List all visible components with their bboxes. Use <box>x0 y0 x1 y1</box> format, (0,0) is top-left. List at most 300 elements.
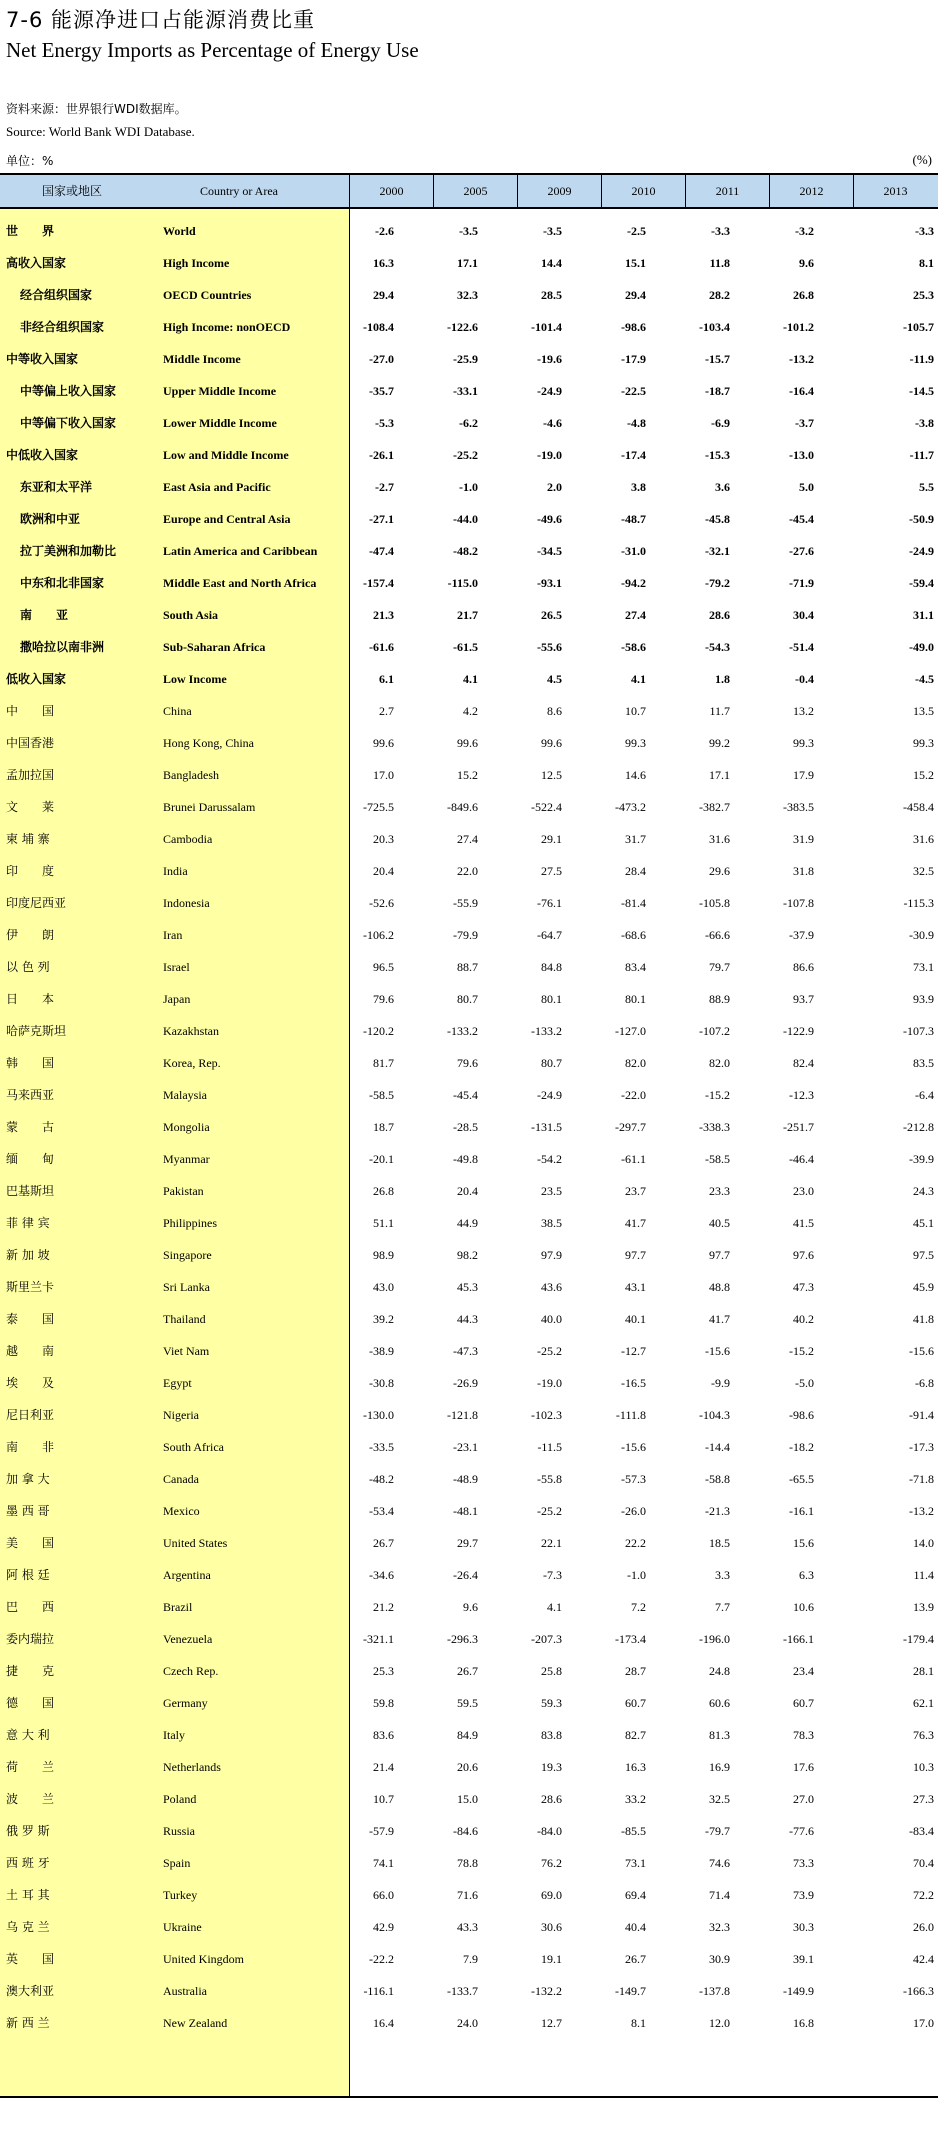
row-country-english: Mexico <box>163 1504 200 1518</box>
row-value-2011: 23.3 <box>709 1184 730 1198</box>
row-value-2011: -21.3 <box>705 1504 730 1518</box>
row-value-2010: -31.0 <box>621 544 646 558</box>
row-value-2005: 15.2 <box>457 768 478 782</box>
row-country-english: Philippines <box>163 1216 218 1230</box>
row-country-chinese: 南 亚 <box>20 608 69 622</box>
row-country-english: Poland <box>163 1792 197 1806</box>
row-value-2005: 17.1 <box>457 256 478 270</box>
row-value-2005: -48.2 <box>453 544 478 558</box>
row-country-english: High Income: nonOECD <box>163 320 291 334</box>
row-value-2005: 84.9 <box>457 1728 478 1742</box>
row-value-2009: 76.2 <box>541 1856 562 1870</box>
table-row <box>0 1367 938 1399</box>
row-value-2000: 21.3 <box>373 608 394 622</box>
row-value-2012: -166.1 <box>783 1632 814 1646</box>
row-value-2012: -16.4 <box>789 384 814 398</box>
row-value-2009: 25.8 <box>541 1664 562 1678</box>
source-note-english: Source: World Bank WDI Database. <box>6 124 195 139</box>
row-value-2005: 80.7 <box>457 992 478 1006</box>
row-value-2009: 28.6 <box>541 1792 562 1806</box>
row-value-2000: -35.7 <box>369 384 394 398</box>
row-value-2011: -54.3 <box>705 640 730 654</box>
row-value-2011: 79.7 <box>709 960 730 974</box>
row-country-chinese: 中国香港 <box>6 736 55 750</box>
row-country-chinese: 孟加拉国 <box>6 768 55 782</box>
row-value-2011: 71.4 <box>709 1888 730 1902</box>
row-value-2009: 59.3 <box>541 1696 562 1710</box>
row-value-2010: 14.6 <box>625 768 646 782</box>
row-value-2011: -15.6 <box>705 1344 730 1358</box>
row-value-2000: -2.6 <box>375 224 394 238</box>
row-country-chinese: 土 耳 其 <box>6 1888 50 1902</box>
table-row <box>0 1207 938 1239</box>
row-value-2000: 20.4 <box>373 864 394 878</box>
row-value-2000: 42.9 <box>373 1920 394 1934</box>
row-value-2011: 11.8 <box>709 256 730 270</box>
row-value-2000: -58.5 <box>369 1088 394 1102</box>
row-value-2010: -4.8 <box>627 416 646 430</box>
row-value-2010: -22.5 <box>621 384 646 398</box>
row-value-2012: -15.2 <box>789 1344 814 1358</box>
table-row <box>0 1655 938 1687</box>
row-value-2005: -849.6 <box>447 800 478 814</box>
row-value-2000: -53.4 <box>369 1504 394 1518</box>
row-country-chinese: 低收入国家 <box>6 672 67 686</box>
row-value-2000: -5.3 <box>375 416 394 430</box>
row-value-2009: 29.1 <box>541 832 562 846</box>
table-row <box>0 1943 938 1975</box>
row-value-2010: 28.7 <box>625 1664 646 1678</box>
row-value-2000: 29.4 <box>373 288 394 302</box>
row-country-chinese: 波 兰 <box>6 1792 55 1806</box>
row-value-2011: 88.9 <box>709 992 730 1006</box>
row-value-2000: -47.4 <box>369 544 394 558</box>
row-value-2009: 14.4 <box>541 256 562 270</box>
row-value-2011: -66.6 <box>705 928 730 942</box>
row-value-2013: -458.4 <box>903 800 934 814</box>
row-value-2013: -6.4 <box>915 1088 934 1102</box>
row-value-2000: 21.4 <box>373 1760 394 1774</box>
row-value-2000: 17.0 <box>373 768 394 782</box>
table-row <box>0 1591 938 1623</box>
row-value-2010: 31.7 <box>625 832 646 846</box>
table-row <box>0 695 938 727</box>
row-country-chinese: 缅 甸 <box>6 1152 55 1166</box>
row-country-chinese: 欧洲和中亚 <box>20 512 81 526</box>
row-value-2005: 7.9 <box>463 1952 478 1966</box>
row-value-2011: -32.1 <box>705 544 730 558</box>
row-value-2010: 8.1 <box>631 2016 646 2030</box>
row-country-english: Singapore <box>163 1248 212 1262</box>
row-value-2013: -39.9 <box>909 1152 934 1166</box>
row-value-2005: 29.7 <box>457 1536 478 1550</box>
row-value-2009: 30.6 <box>541 1920 562 1934</box>
row-value-2009: 26.5 <box>541 608 562 622</box>
row-value-2011: 11.7 <box>709 704 730 718</box>
row-value-2000: -61.6 <box>369 640 394 654</box>
header-year: 2011 <box>685 175 769 207</box>
row-value-2005: 20.6 <box>457 1760 478 1774</box>
row-value-2009: 80.1 <box>541 992 562 1006</box>
row-country-chinese: 中 国 <box>6 704 55 718</box>
header-year: 2005 <box>433 175 517 207</box>
row-value-2010: -16.5 <box>621 1376 646 1390</box>
row-value-2013: -15.6 <box>909 1344 934 1358</box>
row-value-2009: 2.0 <box>547 480 562 494</box>
row-value-2009: -54.2 <box>537 1152 562 1166</box>
header-year: 2009 <box>517 175 601 207</box>
table-row <box>0 919 938 951</box>
row-value-2012: -101.2 <box>783 320 814 334</box>
row-value-2000: 59.8 <box>373 1696 394 1710</box>
row-country-english: Low Income <box>163 672 227 686</box>
row-value-2009: 69.0 <box>541 1888 562 1902</box>
row-value-2012: -71.9 <box>789 576 814 590</box>
row-value-2009: 4.1 <box>547 1600 562 1614</box>
row-value-2010: -127.0 <box>615 1024 646 1038</box>
row-country-english: United Kingdom <box>163 1952 244 1966</box>
row-value-2009: -7.3 <box>543 1568 562 1582</box>
row-value-2009: 99.6 <box>541 736 562 750</box>
row-country-english: Kazakhstan <box>163 1024 219 1038</box>
table-row <box>0 1079 938 1111</box>
row-value-2013: 45.1 <box>913 1216 934 1230</box>
row-value-2000: -34.6 <box>369 1568 394 1582</box>
row-value-2009: -101.4 <box>531 320 562 334</box>
row-value-2010: 4.1 <box>631 672 646 686</box>
row-value-2011: 74.6 <box>709 1856 730 1870</box>
header-year: 2013 <box>853 175 937 207</box>
row-value-2005: -3.5 <box>459 224 478 238</box>
row-value-2013: 13.5 <box>913 704 934 718</box>
row-value-2010: 23.7 <box>625 1184 646 1198</box>
row-value-2012: -51.4 <box>789 640 814 654</box>
row-value-2009: 97.9 <box>541 1248 562 1262</box>
row-value-2013: -166.3 <box>903 1984 934 1998</box>
row-country-chinese: 菲 律 宾 <box>6 1216 50 1230</box>
table-row <box>0 2007 938 2039</box>
row-value-2013: 32.5 <box>913 864 934 878</box>
row-value-2012: -251.7 <box>783 1120 814 1134</box>
row-value-2012: -5.0 <box>795 1376 814 1390</box>
table-row <box>0 1527 938 1559</box>
row-value-2011: 31.6 <box>709 832 730 846</box>
row-value-2012: 9.6 <box>799 256 814 270</box>
row-value-2011: 3.6 <box>715 480 730 494</box>
row-value-2012: 78.3 <box>793 1728 814 1742</box>
table-row <box>0 535 938 567</box>
row-value-2013: 31.1 <box>913 608 934 622</box>
row-value-2011: -79.2 <box>705 576 730 590</box>
row-value-2011: 16.9 <box>709 1760 730 1774</box>
table-row <box>0 1111 938 1143</box>
row-value-2009: 28.5 <box>541 288 562 302</box>
row-country-chinese: 非经合组织国家 <box>20 320 105 334</box>
row-value-2000: 10.7 <box>373 1792 394 1806</box>
data-table <box>0 173 938 2098</box>
row-value-2012: -13.2 <box>789 352 814 366</box>
row-value-2005: 45.3 <box>457 1280 478 1294</box>
row-value-2009: -55.8 <box>537 1472 562 1486</box>
table-row <box>0 1399 938 1431</box>
row-value-2013: -115.3 <box>903 896 934 910</box>
row-country-chinese: 中等偏上收入国家 <box>20 384 117 398</box>
row-country-chinese: 世 界 <box>6 224 55 238</box>
row-value-2009: -25.2 <box>537 1504 562 1518</box>
row-value-2013: 31.6 <box>913 832 934 846</box>
row-value-2011: 1.8 <box>715 672 730 686</box>
row-value-2010: -173.4 <box>615 1632 646 1646</box>
row-value-2009: -19.6 <box>537 352 562 366</box>
row-value-2005: -33.1 <box>453 384 478 398</box>
header-year: 2012 <box>769 175 853 207</box>
row-value-2012: -107.8 <box>783 896 814 910</box>
row-value-2000: -321.1 <box>363 1632 394 1646</box>
row-country-english: Iran <box>163 928 183 942</box>
row-country-chinese: 捷 克 <box>6 1664 55 1678</box>
row-country-english: Venezuela <box>163 1632 213 1646</box>
row-country-english: Low and Middle Income <box>163 448 289 462</box>
row-value-2000: -30.8 <box>369 1376 394 1390</box>
row-value-2000: 2.7 <box>379 704 394 718</box>
row-value-2010: 82.0 <box>625 1056 646 1070</box>
row-country-chinese: 墨 西 哥 <box>6 1504 50 1518</box>
row-country-english: Sub-Saharan Africa <box>163 640 266 654</box>
row-value-2011: 41.7 <box>709 1312 730 1326</box>
row-value-2013: -24.9 <box>909 544 934 558</box>
row-value-2009: -3.5 <box>543 224 562 238</box>
row-country-english: Mongolia <box>163 1120 210 1134</box>
row-country-chinese: 中低收入国家 <box>6 448 79 462</box>
row-value-2009: -49.6 <box>537 512 562 526</box>
table-row <box>0 1335 938 1367</box>
table-row <box>0 503 938 535</box>
row-country-chinese: 东亚和太平洋 <box>20 480 93 494</box>
row-value-2010: 29.4 <box>625 288 646 302</box>
row-value-2005: -47.3 <box>453 1344 478 1358</box>
row-value-2010: -57.3 <box>621 1472 646 1486</box>
row-value-2012: 13.2 <box>793 704 814 718</box>
row-value-2013: -49.0 <box>909 640 934 654</box>
row-value-2005: -26.9 <box>453 1376 478 1390</box>
row-value-2009: 19.3 <box>541 1760 562 1774</box>
row-value-2000: -108.4 <box>363 320 394 334</box>
row-value-2010: -1.0 <box>627 1568 646 1582</box>
row-value-2009: 83.8 <box>541 1728 562 1742</box>
row-value-2000: 26.7 <box>373 1536 394 1550</box>
row-value-2012: -383.5 <box>783 800 814 814</box>
row-value-2011: 3.3 <box>715 1568 730 1582</box>
row-country-english: Argentina <box>163 1568 211 1582</box>
table-row <box>0 1847 938 1879</box>
table-row <box>0 983 938 1015</box>
row-value-2005: 98.2 <box>457 1248 478 1262</box>
row-country-chinese: 韩 国 <box>6 1056 55 1070</box>
row-value-2000: -26.1 <box>369 448 394 462</box>
row-value-2009: -55.6 <box>537 640 562 654</box>
row-country-chinese: 南 非 <box>6 1440 55 1454</box>
row-country-chinese: 哈萨克斯坦 <box>6 1024 67 1038</box>
row-value-2012: 17.9 <box>793 768 814 782</box>
row-country-english: Canada <box>163 1472 199 1486</box>
table-row <box>0 1047 938 1079</box>
row-country-english: Malaysia <box>163 1088 207 1102</box>
table-row <box>0 1303 938 1335</box>
row-country-english: Turkey <box>163 1888 198 1902</box>
row-value-2013: -14.5 <box>909 384 934 398</box>
table-row <box>0 567 938 599</box>
row-value-2011: 97.7 <box>709 1248 730 1262</box>
row-value-2013: 25.3 <box>913 288 934 302</box>
row-value-2000: 16.4 <box>373 2016 394 2030</box>
row-value-2005: 44.9 <box>457 1216 478 1230</box>
row-value-2009: 22.1 <box>541 1536 562 1550</box>
row-country-english: Middle East and North Africa <box>163 576 317 590</box>
row-value-2012: -13.0 <box>789 448 814 462</box>
row-value-2000: 18.7 <box>373 1120 394 1134</box>
page-title-english: Net Energy Imports as Percentage of Energy Use <box>6 38 419 62</box>
row-country-chinese: 荷 兰 <box>6 1760 55 1774</box>
row-value-2013: -4.5 <box>915 672 934 686</box>
row-value-2011: -58.8 <box>705 1472 730 1486</box>
table-row <box>0 1463 938 1495</box>
row-value-2009: -93.1 <box>537 576 562 590</box>
row-country-english: Israel <box>163 960 190 974</box>
row-value-2011: 40.5 <box>709 1216 730 1230</box>
row-value-2000: 79.6 <box>373 992 394 1006</box>
row-value-2012: -0.4 <box>795 672 814 686</box>
row-country-chinese: 以 色 列 <box>6 960 50 974</box>
row-country-chinese: 加 拿 大 <box>6 1472 50 1486</box>
table-row <box>0 823 938 855</box>
row-value-2000: -22.2 <box>369 1952 394 1966</box>
row-value-2013: 10.3 <box>913 1760 934 1774</box>
row-value-2013: -3.3 <box>915 224 934 238</box>
table-row <box>0 1015 938 1047</box>
row-country-english: World <box>163 224 196 238</box>
row-value-2009: -133.2 <box>531 1024 562 1038</box>
row-value-2000: -725.5 <box>363 800 394 814</box>
row-value-2010: 28.4 <box>625 864 646 878</box>
row-value-2000: -120.2 <box>363 1024 394 1038</box>
row-country-chinese: 柬 埔 寨 <box>6 832 50 846</box>
row-value-2013: 41.8 <box>913 1312 934 1326</box>
row-value-2005: -84.6 <box>453 1824 478 1838</box>
table-row <box>0 631 938 663</box>
row-country-chinese: 尼日利亚 <box>6 1408 55 1422</box>
row-value-2013: 13.9 <box>913 1600 934 1614</box>
row-country-english: Bangladesh <box>163 768 219 782</box>
row-value-2005: 20.4 <box>457 1184 478 1198</box>
row-country-chinese: 澳大利亚 <box>6 1984 55 1998</box>
row-country-english: OECD Countries <box>163 288 252 302</box>
row-country-english: Brazil <box>163 1600 193 1614</box>
row-country-english: Australia <box>163 1984 207 1998</box>
row-value-2013: 97.5 <box>913 1248 934 1262</box>
row-value-2011: -14.4 <box>705 1440 730 1454</box>
row-country-chinese: 美 国 <box>6 1536 55 1550</box>
table-row <box>0 407 938 439</box>
row-value-2005: -26.4 <box>453 1568 478 1582</box>
row-value-2010: -81.4 <box>621 896 646 910</box>
row-value-2012: -37.9 <box>789 928 814 942</box>
row-value-2010: 60.7 <box>625 1696 646 1710</box>
row-value-2012: 17.6 <box>793 1760 814 1774</box>
row-country-english: Spain <box>163 1856 191 1870</box>
row-value-2000: -38.9 <box>369 1344 394 1358</box>
row-country-chinese: 埃 及 <box>6 1376 55 1390</box>
row-value-2005: -25.9 <box>453 352 478 366</box>
table-row <box>0 1559 938 1591</box>
row-value-2005: 32.3 <box>457 288 478 302</box>
row-country-chinese: 文 莱 <box>6 800 55 814</box>
row-value-2000: 66.0 <box>373 1888 394 1902</box>
row-value-2012: 30.4 <box>793 608 814 622</box>
row-country-english: Korea, Rep. <box>163 1056 221 1070</box>
row-value-2011: -105.8 <box>699 896 730 910</box>
row-value-2011: 30.9 <box>709 1952 730 1966</box>
row-value-2013: 24.3 <box>913 1184 934 1198</box>
row-country-english: High Income <box>163 256 230 270</box>
row-value-2005: -133.2 <box>447 1024 478 1038</box>
row-value-2000: 81.7 <box>373 1056 394 1070</box>
row-value-2009: 23.5 <box>541 1184 562 1198</box>
table-row <box>0 1783 938 1815</box>
row-value-2012: 23.4 <box>793 1664 814 1678</box>
row-country-english: South Africa <box>163 1440 224 1454</box>
row-value-2012: 99.3 <box>793 736 814 750</box>
row-value-2012: -12.3 <box>789 1088 814 1102</box>
row-value-2011: 24.8 <box>709 1664 730 1678</box>
row-value-2010: -17.4 <box>621 448 646 462</box>
table-row <box>0 1623 938 1655</box>
header-country-chinese: 国家或地区 <box>42 184 103 198</box>
row-value-2010: -111.8 <box>615 1408 646 1422</box>
row-value-2010: 7.2 <box>631 1600 646 1614</box>
row-value-2005: -61.5 <box>453 640 478 654</box>
row-value-2000: 96.5 <box>373 960 394 974</box>
row-value-2012: 97.6 <box>793 1248 814 1262</box>
row-value-2005: 99.6 <box>457 736 478 750</box>
row-value-2000: -27.0 <box>369 352 394 366</box>
row-country-english: Japan <box>163 992 191 1006</box>
row-value-2011: -3.3 <box>711 224 730 238</box>
row-value-2011: -137.8 <box>699 1984 730 1998</box>
row-country-english: Nigeria <box>163 1408 199 1422</box>
source-note-chinese: 资料来源：世界银行WDI数据库。 <box>6 102 187 116</box>
row-value-2011: 7.7 <box>715 1600 730 1614</box>
row-value-2013: 42.4 <box>913 1952 934 1966</box>
row-value-2013: -6.8 <box>915 1376 934 1390</box>
row-value-2000: -130.0 <box>363 1408 394 1422</box>
row-value-2010: -17.9 <box>621 352 646 366</box>
row-value-2005: 24.0 <box>457 2016 478 2030</box>
row-value-2000: 25.3 <box>373 1664 394 1678</box>
row-value-2011: 81.3 <box>709 1728 730 1742</box>
row-value-2013: 26.0 <box>913 1920 934 1934</box>
row-value-2000: 98.9 <box>373 1248 394 1262</box>
row-country-chinese: 蒙 古 <box>6 1120 55 1134</box>
row-country-chinese: 俄 罗 斯 <box>6 1824 50 1838</box>
row-value-2000: 39.2 <box>373 1312 394 1326</box>
row-value-2013: 11.4 <box>913 1568 934 1582</box>
row-value-2011: -15.7 <box>705 352 730 366</box>
row-country-chinese: 泰 国 <box>6 1312 55 1326</box>
row-value-2011: -104.3 <box>699 1408 730 1422</box>
row-value-2010: 10.7 <box>625 704 646 718</box>
table-row <box>0 1975 938 2007</box>
row-value-2005: 4.2 <box>463 704 478 718</box>
